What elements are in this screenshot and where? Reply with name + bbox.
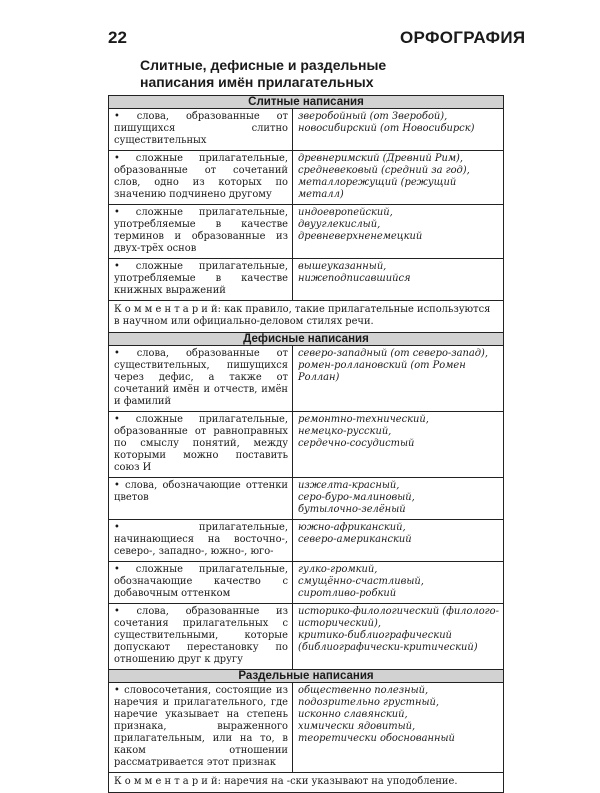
example: изжелта-красный, <box>298 480 400 491</box>
example: химически ядовитый, <box>298 721 416 732</box>
examples-cell <box>293 562 503 603</box>
examples-cell <box>293 412 503 477</box>
comment: К о м м е н т а р и й: как правило, такие прилагательные используются в научном или официально-деловом стилях речи. <box>109 301 503 333</box>
table-row <box>109 683 503 773</box>
section-title: ОРФОГРАФИЯ <box>400 28 526 47</box>
example: бутылочно-зелёный <box>298 504 406 515</box>
examples-cell <box>293 520 503 561</box>
table-row <box>109 346 503 412</box>
table-row <box>109 109 503 151</box>
rule-cell: • сложные прилагательные, образованные от равноправных по смыслу понятий, между которыми можно поставить союз И <box>109 412 293 477</box>
example: общественно полезный, <box>298 685 429 696</box>
spelling-table <box>108 95 504 793</box>
example: средневековый (средний за год), <box>298 165 470 176</box>
examples-cell <box>293 683 503 772</box>
examples-cell <box>293 346 503 411</box>
example: сердечно-сосудистый <box>298 438 415 449</box>
group-heading: Дефисные написания <box>109 333 503 346</box>
example: древневерхненемецкий <box>298 231 423 242</box>
table-row <box>109 151 503 205</box>
table-row <box>109 562 503 604</box>
example: ромен-роллановский (от Ромен Роллан) <box>298 360 466 383</box>
page-number: 22 <box>108 28 127 47</box>
group-heading: Слитные написания <box>109 96 503 109</box>
table-row <box>109 259 503 301</box>
group-heading: Раздельные написания <box>109 670 503 683</box>
rule-cell: • прилагательные, начинающиеся на восточно-, северо-, западно-, южно-, юго- <box>109 520 293 561</box>
example: гулко-громкий, <box>298 564 378 575</box>
rule-cell: • сложные прилагательные, употребляемые в качестве книжных выражений <box>109 259 293 300</box>
rule-cell: • сложные прилагательные, употребляемые в качестве терминов и образованные из двух-трёх основ <box>109 205 293 258</box>
example: историко-филологический (филолого-исторический), <box>298 606 499 629</box>
title-line: написания имён прилагательных <box>140 74 374 90</box>
table-row <box>109 412 503 478</box>
rule-cell: • слова, обозначающие оттенки цветов <box>109 478 293 519</box>
rule-cell: • слова, образованные от существительных, пишущихся через дефис, а также от сочетаний имён и отчеств, имён и фамилий <box>109 346 293 411</box>
example: ремонтно-технический, <box>298 414 429 425</box>
example: вышеуказанный, <box>298 261 387 272</box>
examples-cell <box>293 259 503 300</box>
example: исконно славянский, <box>298 709 408 720</box>
rule-cell: • слова, образованные из сочетания прилагательных с существительными, которые допускают перестановку по отношению друг к другу <box>109 604 293 669</box>
page-title <box>140 57 500 91</box>
rule-cell: • слова, образованные от пишущихся слитно существительных <box>109 109 293 150</box>
example: подозрительно грустный, <box>298 697 440 708</box>
table-row <box>109 520 503 562</box>
example: смущённо-счастливый, <box>298 576 424 587</box>
examples-cell <box>293 205 503 258</box>
examples-cell <box>293 151 503 204</box>
examples-cell <box>293 604 503 669</box>
example: металлорежущий (режущий металл) <box>298 177 457 200</box>
example: теоретически обоснованный <box>298 733 455 744</box>
rule-cell: • словосочетания, состоящие из наречия и прилагательного, где наречие указывает на степень признака, выраженного прилагательным, или на то, в каком отношении рассматривается этот признак <box>109 683 293 772</box>
example: древнеримский (Древний Рим), <box>298 153 464 164</box>
example: северо-американский <box>298 534 412 545</box>
example: двууглекислый, <box>298 219 381 230</box>
example: сиротливо-робкий <box>298 588 397 599</box>
example: критико-библиографический (библиографически-критический) <box>298 630 478 653</box>
table-row <box>109 205 503 259</box>
example: южно-африканский, <box>298 522 406 533</box>
example: нижеподписавшийся <box>298 273 411 284</box>
comment: К о м м е н т а р и й: наречия на -ски указывают на уподобление. <box>114 776 458 787</box>
rule-cell: • сложные прилагательные, обозначающие качество с добавочным оттенком <box>109 562 293 603</box>
example: немецко-русский, <box>298 426 392 437</box>
rule-cell: • сложные прилагательные, образованные от сочетаний слов, одно из которых по значению подчинено другому <box>109 151 293 204</box>
example: серо-буро-малиновый, <box>298 492 415 503</box>
example: зверобойный (от Зверобой), <box>298 111 448 122</box>
example: северо-западный (от северо-запад), <box>298 348 489 359</box>
table-row <box>109 604 503 670</box>
examples-cell <box>293 478 503 519</box>
example: индоевропейский, <box>298 207 393 218</box>
title-line: Слитные, дефисные и раздельные <box>140 57 387 73</box>
example: новосибирский (от Новосибирск) <box>298 123 475 134</box>
table-row <box>109 478 503 520</box>
examples-cell <box>293 109 503 150</box>
